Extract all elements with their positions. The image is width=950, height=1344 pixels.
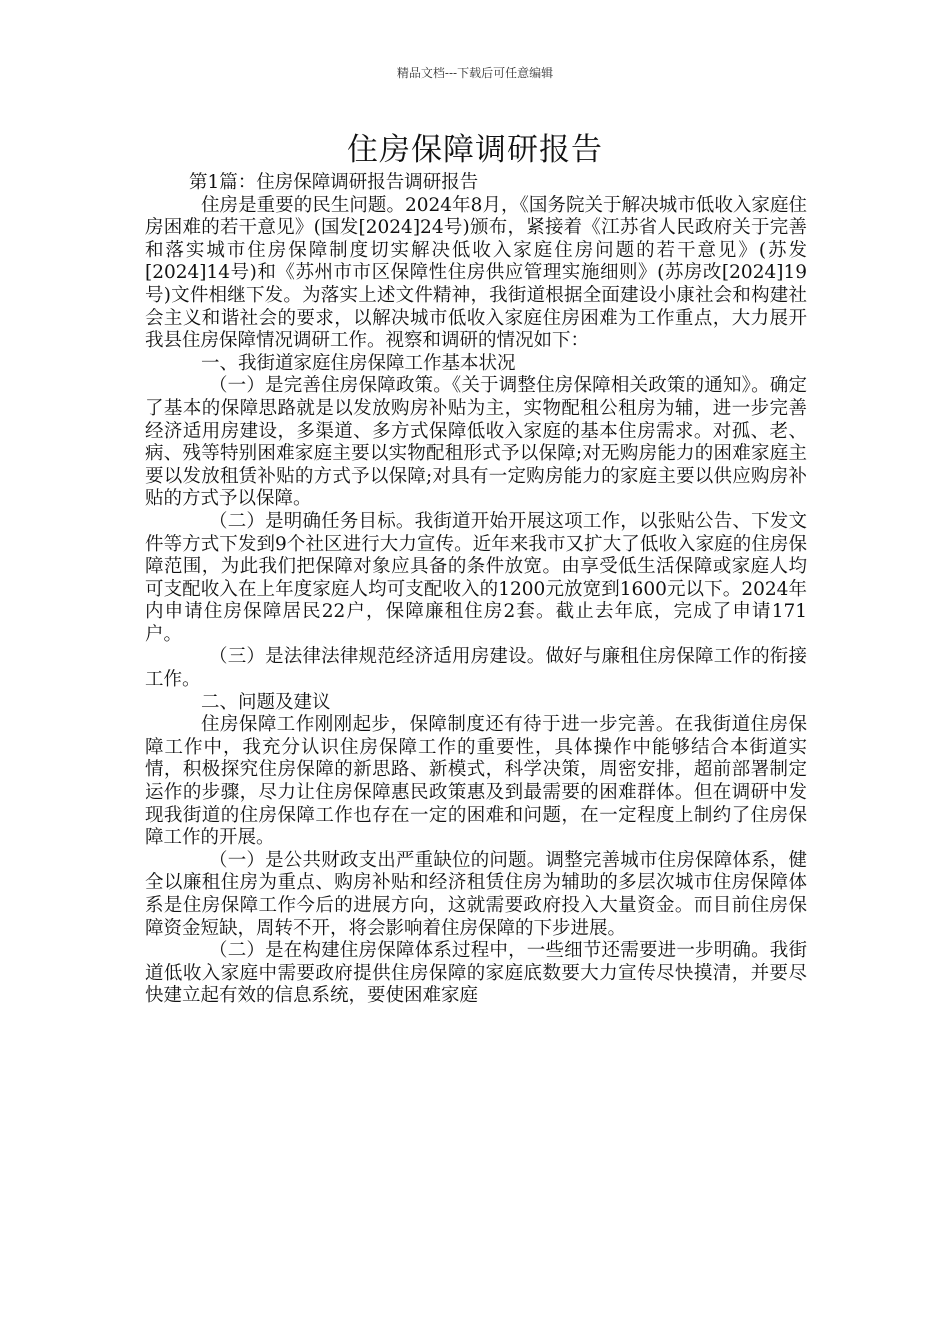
section-heading: 一、我街道家庭住房保障工作基本状况 (201, 352, 516, 374)
paragraph: （一）是公共财政支出严重缺位的问题。调整完善城市住房保障体系，健全以廉租住房为重点、购房补贴和经济租赁住房为辅助的多层次城市住房保障体系是住房保障工作今后的进展方向，这就需要政府投入大量资金。而目前住房保障资金短缺，周转不开，将会影响着住房保障的下步进展。 (145, 849, 807, 939)
document-body (145, 172, 807, 1008)
paragraph: 住房是重要的民生问题。2024年8月，《国务院关于解决城市低收入家庭住房困难的若干意见》(国发[2024]24号)颁布，紧接着《江苏省人民政府关于完善和落实城市住房保障制度切实解决低收入家庭住房问题的若干意见》(苏发[2024]14号)和《苏州市市区保障性住房供应管理实施细则》(苏房改[2024]19号)文件相继下发。为落实上述文件精神，我街道根据全面建设小康社会和构建社会主义和谐社会的要求，以解决城市低收入家庭住房困难为工作重点，大力展开我县住房保障情况调研工作。视察和调研的情况如下： (145, 194, 807, 352)
section-heading: 二、问题及建议 (201, 691, 331, 713)
paragraph: （二）是在构建住房保障体系过程中，一些细节还需要进一步明确。我街道低收入家庭中需要政府提供住房保障的家庭底数要大力宣传尽快摸清，并要尽快建立起有效的信息系统，要使困难家庭 (145, 940, 807, 1007)
paragraph: （三）是法律法律规范经济适用房建设。做好与廉租住房保障工作的衔接工作。 (145, 646, 807, 691)
paragraph: （一）是完善住房保障政策。《关于调整住房保障相关政策的通知》。确定了基本的保障思路就是以发放购房补贴为主，实物配租公租房为辅，进一步完善经济适用房建设，多渠道、多方式保障低收入家庭的基本住房需求。对孤、老、病、残等特别困难家庭主要以实物配租形式予以保障;对无购房能力的困难家庭主要以发放租赁补贴的方式予以保障;对具有一定购房能力的家庭主要以供应购房补贴的方式予以保障。 (145, 375, 807, 510)
paragraph-subtitle: 第1篇：住房保障调研报告调研报告 (189, 172, 479, 193)
document-title: 住房保障调研报告 (347, 132, 603, 168)
paragraph: 住房保障工作刚刚起步，保障制度还有待于进一步完善。在我街道住房保障工作中，我充分认识住房保障工作的重要性，具体操作中能够结合本街道实情，积极探究住房保障的新思路、新模式，科学决策，周密安排，超前部署制定运作的步骤，尽力让住房保障惠民政策惠及到最需要的困难群体。但在调研中发现我街道的住房保障工作也存在一定的困难和问题，在一定程度上制约了住房保障工作的开展。 (145, 714, 807, 849)
paragraph: （二）是明确任务目标。我街道开始开展这项工作，以张贴公告、下发文件等方式下发到9个社区进行大力宣传。近年来我市又扩大了低收入家庭的住房保障范围，为此我们把保障对象应具备的条件放宽。由享受低生活保障或家庭人均可支配收入在上年度家庭人均可支配收入的1200元放宽到1600元以下。2024年内申请住房保障居民22户，保障廉租住房2套。截止去年底，完成了申请171户。 (145, 510, 807, 645)
page-header: 精品文档---下载后可任意编辑 (396, 66, 554, 80)
